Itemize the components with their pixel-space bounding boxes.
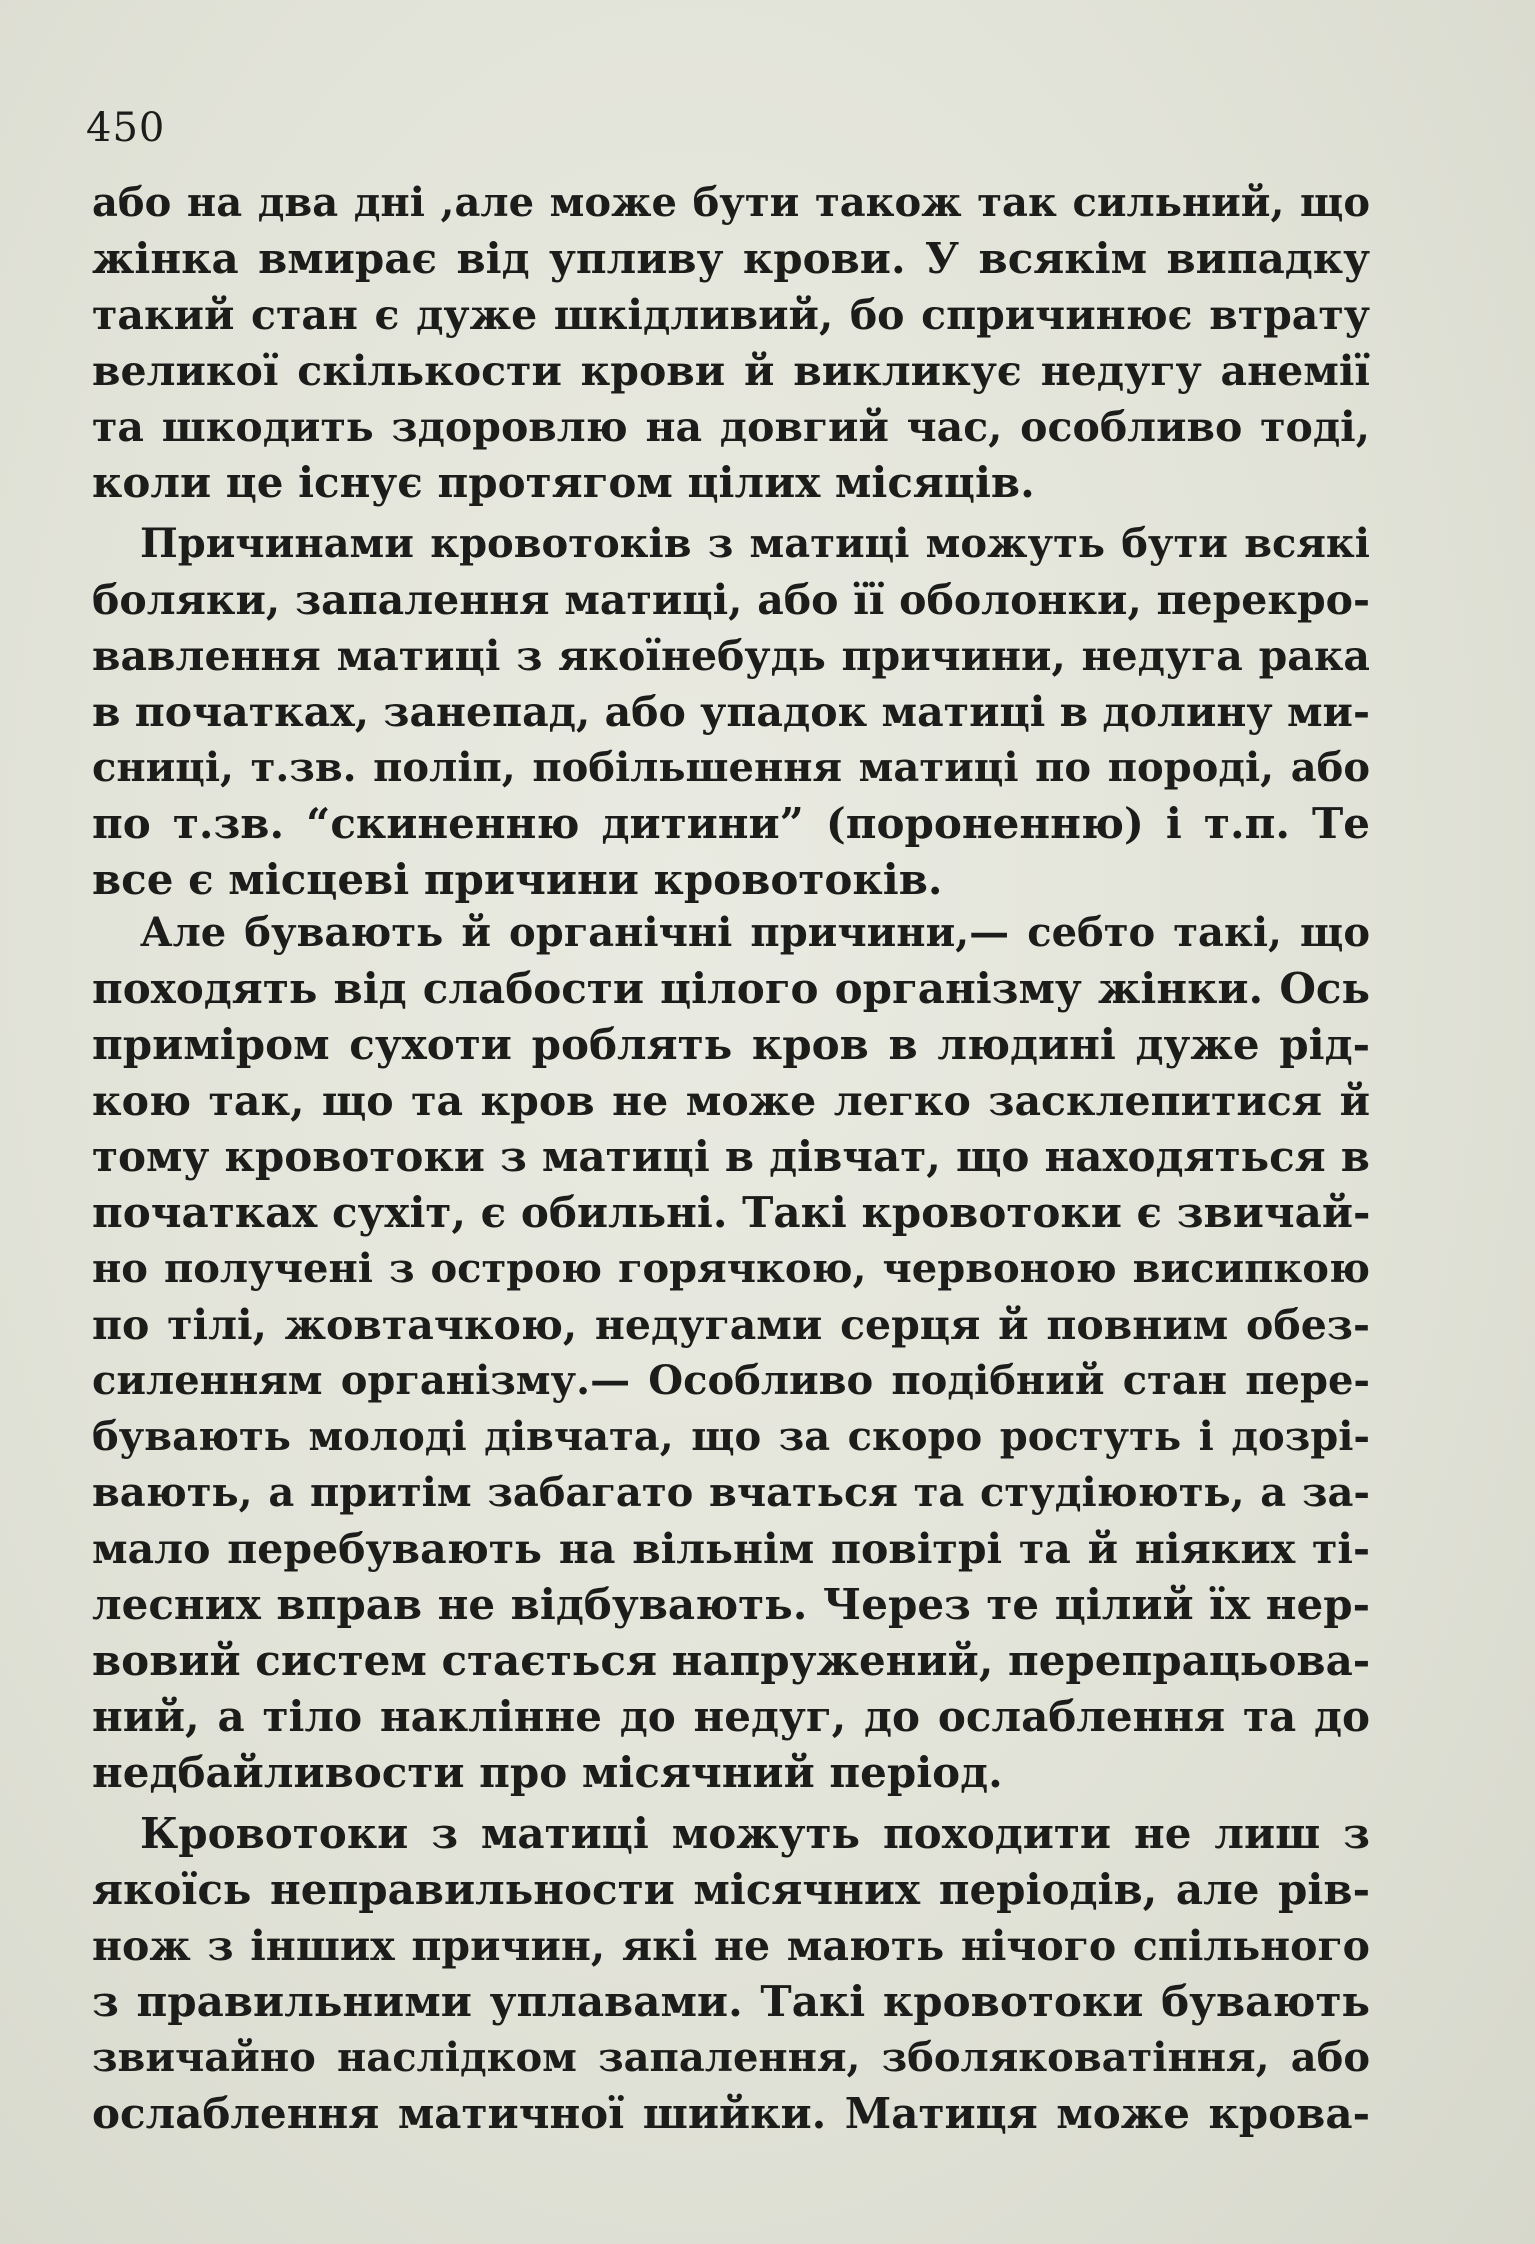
text-line: коли це існує протягом цілих місяців. [92,458,1035,507]
text-line: та шкодить здоровлю на довгий час, особливо тоді, [92,403,1370,451]
text-line: силенням організму.— Особливо подібний стан пере- [92,1357,1370,1404]
text-line: кою так, що та кров не може легко засклепитися й [92,1077,1370,1125]
text-line: вавлення матиці з якоїнебудь причини, недуга рака [92,632,1370,680]
text-line: мало перебувають на вільнім повітрі та й ніяких ті- [92,1525,1370,1573]
text-line: боляки, запалення матиці, або її оболонки, перекро- [92,576,1370,624]
text-line: по т.зв. “скиненню дитини” (пороненню) і т.п. Те [92,799,1370,848]
text-line: початках сухіт, є обильні. Такі кровотоки є звичай- [92,1188,1371,1237]
text-line: або на два дні ,але може бути також так сильний, що [92,179,1370,226]
text-line: звичайно наслідком запалення, зболяковатіння, або [92,2034,1370,2081]
text-line: приміром сухоти роблять кров в людині дуже рід- [92,1020,1370,1069]
text-line: нож з інших причин, які не мають нічого спільного [92,1922,1370,1970]
page-number: 450 [86,105,166,151]
text-line: вають, а притім забагато вчаться та студіюють, а за- [92,1469,1370,1516]
text-line: Кровотоки з матиці можуть походити не лиш з [140,1809,1370,1858]
text-line: бувають молоді дівчата, що за скоро ростуть і дозрі- [92,1413,1370,1460]
text-line: по тілі, жовтачкою, недугами серця й повним обез- [92,1301,1370,1349]
text-line: ний, а тіло наклінне до недуг, до ослаблення та до [92,1692,1370,1741]
text-line: тому кровотоки з матиці в дівчат, що находяться в [92,1132,1370,1181]
text-line: вовий систем стається напружений, перепрацьова- [92,1636,1371,1685]
text-line: великої скількости крови й викликує недугу анемії [92,347,1370,395]
text-line: походять від слабости цілого організму жінки. Ось [92,964,1370,1013]
text-line: жінка вмирає від упливу крови. У всякім випадку [92,234,1370,283]
text-line: з правильними уплавами. Такі кровотоки бувають [92,1977,1370,2026]
text-line: недбайливости про місячний період. [92,1748,1003,1797]
text-line: но получені з острою горячкою, червоною висипкою [92,1245,1370,1292]
text-line: лесних вправ не відбувають. Через те цілий їх нер- [92,1580,1370,1629]
text-line: такий стан є дуже шкідливий, бо спричинює втрату [92,291,1370,339]
text-line: сниці, т.зв. поліп, побільшення матиці по породі, або [92,744,1370,791]
text-line: в початках, занепад, або упадок матиці в долину ми- [92,688,1370,736]
text-line: Але бувають й органічні причини,— себто такі, що [140,909,1370,956]
text-line: Причинами кровотоків з матиці можуть бути всякі [140,520,1370,567]
text-line: ослаблення матичної шийки. Матиця може крова- [92,2089,1370,2138]
text-line: якоїсь неправильности місячних періодів, але рів- [92,1865,1370,1914]
text-line: все є місцеві причини кровотоків. [92,855,943,904]
